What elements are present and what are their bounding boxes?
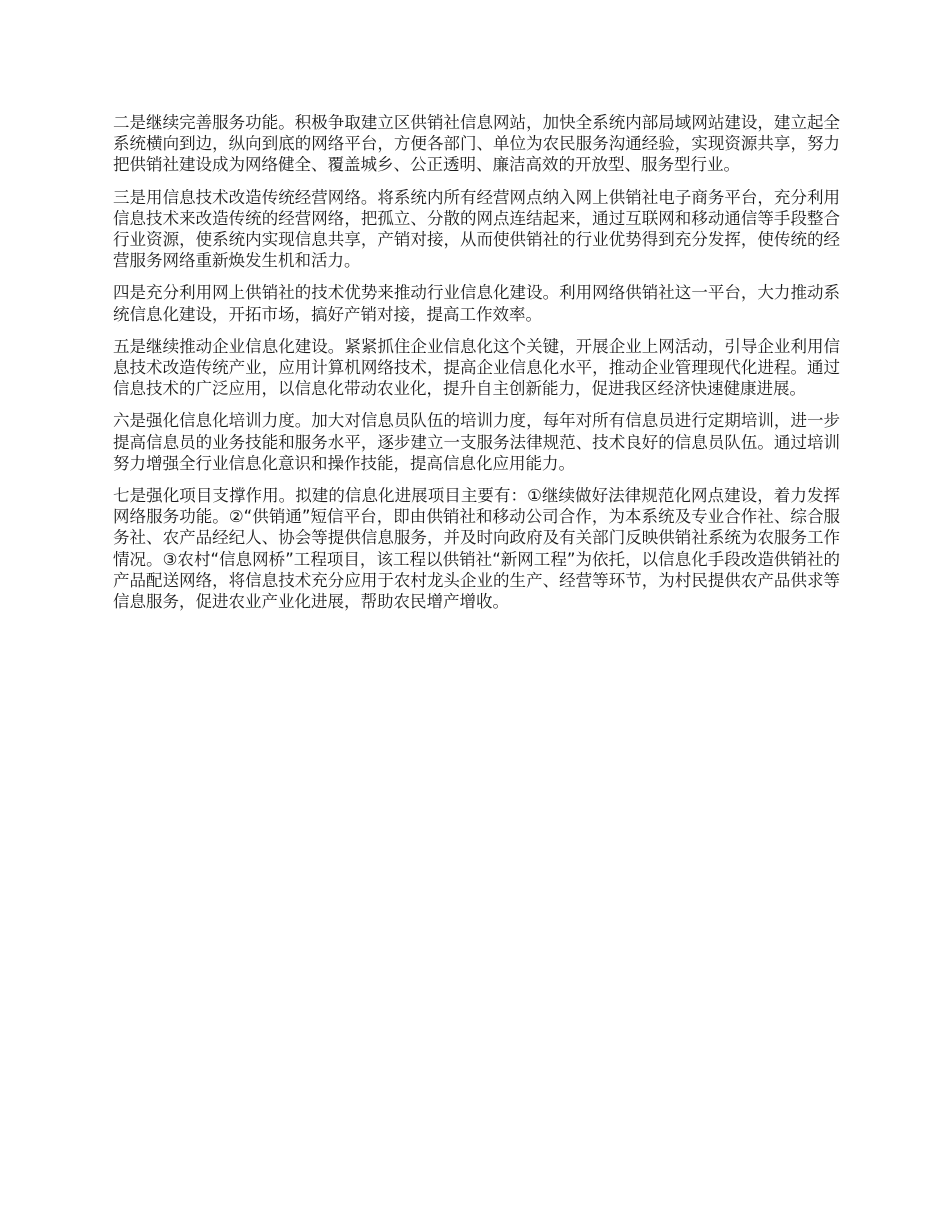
paragraph-projects: 七是强化项目支撑作用。拟建的信息化进展项目主要有：①继续做好法律规范化网点建设，着力发挥网络服务功能。②“供销通”短信平台，即由供销社和移动公司合作，为本系统及专业合作社、综合服务社、农产品经纪人、协会等提供信息服务，并及时向政府及有关部门反映供销社系统为农服务工作情况。③农村“信息网桥”工程项目，该工程以供销社“新网工程”为依托，以信息化手段改造供销社的产品配送网络，将信息技术充分应用于农村龙头企业的生产、经营等环节，为村民提供农产品供求等信息服务，促进农业产业化进展，帮助农民增产增收。 bbox=[113, 486, 840, 612]
document-body bbox=[113, 112, 840, 623]
paragraph-online-coop: 四是充分利用网上供销社的技术优势来推动行业信息化建设。利用网络供销社这一平台，大力推动系统信息化建设，开拓市场，搞好产销对接，提高工作效率。 bbox=[113, 283, 840, 324]
paragraph-business-network: 三是用信息技术改造传统经营网络。将系统内所有经营网点纳入网上供销社电子商务平台，充分利用信息技术来改造传统的经营网络，把孤立、分散的网点连结起来，通过互联网和移动通信等手段整合行业资源，使系统内实现信息共享，产销对接，从而使供销社的行业优势得到充分发挥，使传统的经营服务网络重新焕发生机和活力。 bbox=[113, 187, 840, 271]
paragraph-enterprise-it: 五是继续推动企业信息化建设。紧紧抓住企业信息化这个关键，开展企业上网活动，引导企业利用信息技术改造传统产业，应用计算机网络技术，提高企业信息化水平，推动企业管理现代化进程。通过信息技术的广泛应用，以信息化带动农业化，提升自主创新能力，促进我区经济快速健康进展。 bbox=[113, 336, 840, 399]
paragraph-training: 六是强化信息化培训力度。加大对信息员队伍的培训力度，每年对所有信息员进行定期培训，进一步提高信息员的业务技能和服务水平，逐步建立一支服务法律规范、技术良好的信息员队伍。通过培训努力增强全行业信息化意识和操作技能，提高信息化应用能力。 bbox=[113, 411, 840, 473]
paragraph-service-function: 二是继续完善服务功能。积极争取建立区供销社信息网站，加快全系统内部局域网站建设，建立起全系统横向到边，纵向到底的网络平台，方便各部门、单位为农民服务沟通经验，实现资源共享，努力把供销社建设成为网络健全、覆盖城乡、公正透明、廉洁高效的开放型、服务型行业。 bbox=[113, 113, 840, 175]
